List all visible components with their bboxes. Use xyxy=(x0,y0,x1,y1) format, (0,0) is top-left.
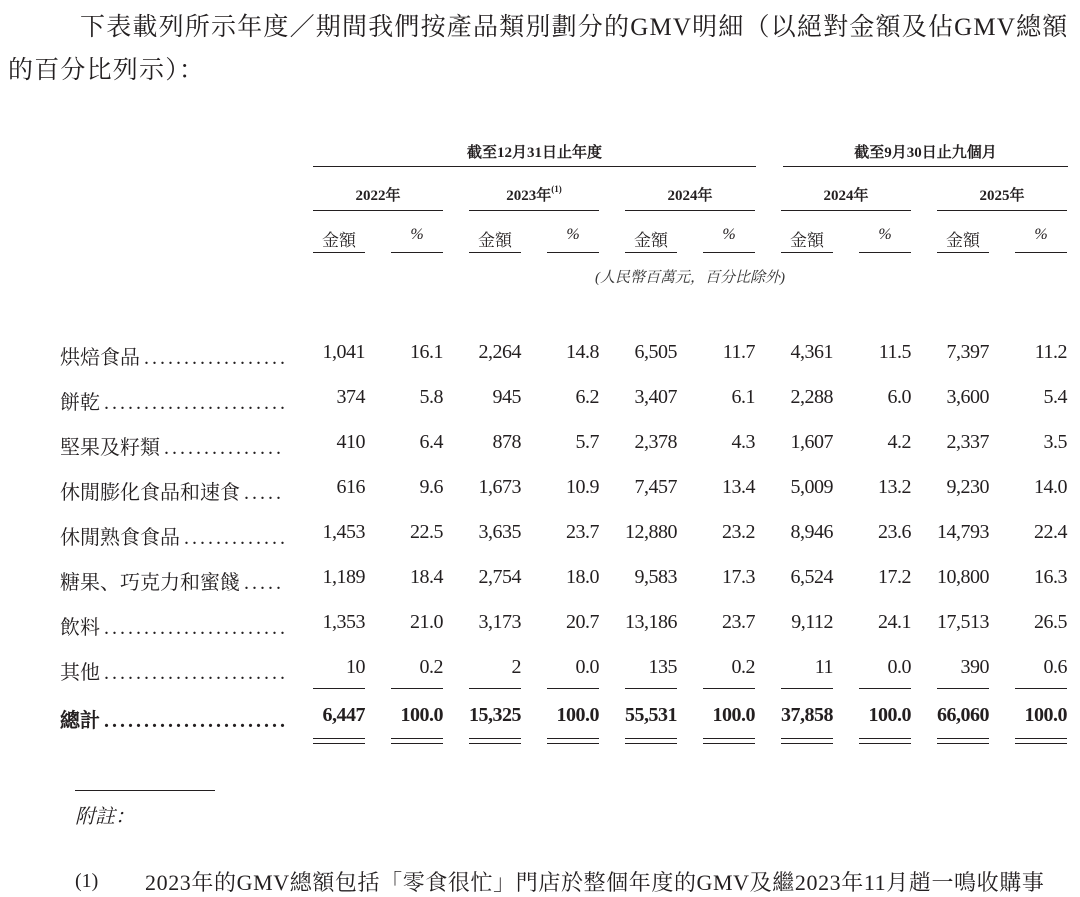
total-double-rule xyxy=(781,743,833,744)
amount-cell: 410 xyxy=(336,431,365,453)
percent-cell: 11.7 xyxy=(722,341,755,363)
subtotal-rule xyxy=(937,688,989,689)
percent-cell: 100.0 xyxy=(556,704,599,726)
percent-header: % xyxy=(566,226,580,243)
divider xyxy=(1015,252,1067,253)
category-label: 其他 . . . xyxy=(60,656,285,685)
table-row xyxy=(60,656,1070,686)
year-label: 2024年 xyxy=(823,188,869,204)
amount-header: 金額 xyxy=(946,231,980,250)
divider xyxy=(469,252,521,253)
percent-cell: 21.0 xyxy=(410,611,443,633)
amount-cell: 2,288 xyxy=(790,386,833,408)
amount-cell: 14,793 xyxy=(937,521,989,543)
percent-header: % xyxy=(722,226,736,243)
subtotal-rule xyxy=(469,688,521,689)
percent-cell: 22.4 xyxy=(1034,521,1067,543)
amount-cell: 2,754 xyxy=(478,566,521,588)
amount-cell: 945 xyxy=(492,386,521,408)
amount-cell: 1,041 xyxy=(322,341,365,363)
amount-cell: 66,060 xyxy=(937,704,989,726)
amount-cell: 2,378 xyxy=(634,431,677,453)
divider xyxy=(781,210,911,211)
divider xyxy=(391,252,443,253)
percent-cell: 13.4 xyxy=(722,476,755,498)
category-label: 休閒熟食食品 . . . xyxy=(60,521,285,550)
percent-cell: 14.0 xyxy=(1034,476,1067,498)
amount-cell: 2,337 xyxy=(946,431,989,453)
total-double-rule xyxy=(625,738,677,739)
amount-header: 金額 xyxy=(634,231,668,250)
category-label: 烘焙食品 . . . xyxy=(60,341,285,370)
percent-cell: 6.2 xyxy=(575,386,599,408)
amount-cell: 1,189 xyxy=(322,566,365,588)
year-header xyxy=(781,184,911,205)
total-double-rule xyxy=(391,738,443,739)
amount-cell: 10,800 xyxy=(937,566,989,588)
percent-cell: 23.2 xyxy=(722,521,755,543)
total-double-rule xyxy=(313,743,365,744)
percent-cell: 4.2 xyxy=(887,431,911,453)
amount-header: 金額 xyxy=(478,231,512,250)
percent-header: % xyxy=(410,226,424,243)
group-header-nine-months: 截至9月30日止九個月 xyxy=(854,145,997,161)
total-double-rule xyxy=(547,743,599,744)
percent-cell: 0.2 xyxy=(419,656,443,678)
table-row xyxy=(60,521,1070,551)
divider xyxy=(937,210,1067,211)
amount-cell: 4,361 xyxy=(790,341,833,363)
amount-cell: 2,264 xyxy=(478,341,521,363)
amount-cell: 6,447 xyxy=(322,704,365,726)
category-label: 糖果、巧克力和蜜餞 . . . xyxy=(60,566,285,595)
amount-cell: 1,673 xyxy=(478,476,521,498)
amount-cell: 1,353 xyxy=(322,611,365,633)
amount-cell: 3,635 xyxy=(478,521,521,543)
amount-cell: 135 xyxy=(648,656,677,678)
footnote-divider xyxy=(75,790,215,791)
table-row xyxy=(60,476,1070,506)
percent-cell: 18.4 xyxy=(410,566,443,588)
percent-cell: 4.3 xyxy=(731,431,755,453)
percent-cell: 24.1 xyxy=(878,611,911,633)
category-label: 總計 . . . xyxy=(60,704,285,733)
amount-cell: 6,524 xyxy=(790,566,833,588)
total-double-rule xyxy=(781,738,833,739)
subtotal-rule xyxy=(703,688,755,689)
amount-cell: 55,531 xyxy=(625,704,677,726)
percent-cell: 6.0 xyxy=(887,386,911,408)
category-label: 堅果及籽類 . . . xyxy=(60,431,285,460)
amount-cell: 1,607 xyxy=(790,431,833,453)
percent-cell: 22.5 xyxy=(410,521,443,543)
percent-cell: 11.5 xyxy=(878,341,911,363)
amount-cell: 5,009 xyxy=(790,476,833,498)
amount-cell: 7,457 xyxy=(634,476,677,498)
year-header xyxy=(313,184,443,205)
total-double-rule xyxy=(937,743,989,744)
footnote-ref: (1) xyxy=(551,184,562,194)
divider xyxy=(781,252,833,253)
percent-cell: 23.7 xyxy=(566,521,599,543)
amount-cell: 6,505 xyxy=(634,341,677,363)
amount-cell: 37,858 xyxy=(781,704,833,726)
amount-cell: 7,397 xyxy=(946,341,989,363)
total-double-rule xyxy=(313,738,365,739)
amount-cell: 10 xyxy=(346,656,365,678)
percent-cell: 17.3 xyxy=(722,566,755,588)
footnote-heading: 附註： xyxy=(75,806,135,828)
year-header xyxy=(625,184,755,205)
table-row xyxy=(60,431,1070,461)
total-double-rule xyxy=(625,743,677,744)
table-row xyxy=(60,566,1070,596)
amount-cell: 13,186 xyxy=(625,611,677,633)
year-label: 2023年 xyxy=(506,188,552,204)
category-label: 餅乾 . . . xyxy=(60,386,285,415)
percent-cell: 20.7 xyxy=(566,611,599,633)
total-double-rule xyxy=(859,743,911,744)
divider xyxy=(859,252,911,253)
year-label: 2022年 xyxy=(355,188,401,204)
table-row xyxy=(60,341,1070,371)
amount-cell: 878 xyxy=(492,431,521,453)
percent-cell: 100.0 xyxy=(712,704,755,726)
percent-cell: 17.2 xyxy=(878,566,911,588)
amount-cell: 1,453 xyxy=(322,521,365,543)
category-label: 飲料 . . . xyxy=(60,611,285,640)
total-double-rule xyxy=(703,738,755,739)
subtotal-rule xyxy=(859,688,911,689)
intro-paragraph: 下表載列所示年度／期間我們按產品類別劃分的GMV明細（以絕對金額及佔GMV總額的百分比列示）： xyxy=(8,14,1069,84)
percent-cell: 0.2 xyxy=(731,656,755,678)
amount-cell: 8,946 xyxy=(790,521,833,543)
percent-cell: 100.0 xyxy=(1024,704,1067,726)
group-header-full-year: 截至12月31日止年度 xyxy=(466,145,602,161)
subtotal-rule xyxy=(313,688,365,689)
total-double-rule xyxy=(1015,743,1067,744)
percent-header: % xyxy=(1034,226,1048,243)
year-label: 2025年 xyxy=(979,188,1025,204)
percent-cell: 16.1 xyxy=(410,341,443,363)
total-double-rule xyxy=(1015,738,1067,739)
category-label: 休閒膨化食品和速食 . . . xyxy=(60,476,285,505)
percent-cell: 14.8 xyxy=(566,341,599,363)
divider xyxy=(937,252,989,253)
percent-cell: 0.0 xyxy=(887,656,911,678)
subtotal-rule xyxy=(547,688,599,689)
percent-cell: 16.3 xyxy=(1034,566,1067,588)
table-row xyxy=(60,386,1070,416)
subtotal-rule xyxy=(1015,688,1067,689)
year-label: 2024年 xyxy=(667,188,713,204)
percent-cell: 100.0 xyxy=(400,704,443,726)
subtotal-rule xyxy=(625,688,677,689)
amount-cell: 3,173 xyxy=(478,611,521,633)
amount-cell: 17,513 xyxy=(937,611,989,633)
subtotal-rule xyxy=(391,688,443,689)
year-header xyxy=(937,184,1067,205)
amount-header: 金額 xyxy=(790,231,824,250)
percent-cell: 9.6 xyxy=(419,476,443,498)
year-header xyxy=(469,184,599,205)
percent-cell: 6.1 xyxy=(731,386,755,408)
amount-cell: 2 xyxy=(511,656,521,678)
total-row xyxy=(60,704,1070,734)
total-double-rule xyxy=(547,738,599,739)
percent-cell: 23.6 xyxy=(878,521,911,543)
amount-cell: 390 xyxy=(960,656,989,678)
percent-header: % xyxy=(878,226,892,243)
amount-cell: 3,600 xyxy=(946,386,989,408)
percent-cell: 18.0 xyxy=(566,566,599,588)
percent-cell: 0.0 xyxy=(575,656,599,678)
divider xyxy=(703,252,755,253)
divider xyxy=(783,166,1068,167)
divider xyxy=(625,210,755,211)
percent-cell: 5.4 xyxy=(1043,386,1067,408)
divider xyxy=(313,252,365,253)
total-double-rule xyxy=(937,738,989,739)
amount-cell: 9,230 xyxy=(946,476,989,498)
divider xyxy=(313,210,443,211)
amount-cell: 616 xyxy=(336,476,365,498)
footnote-number: (1) xyxy=(75,870,99,892)
percent-cell: 10.9 xyxy=(566,476,599,498)
percent-cell: 13.2 xyxy=(878,476,911,498)
unit-note: (人民幣百萬元，百分比除外) xyxy=(595,270,785,286)
percent-cell: 26.5 xyxy=(1034,611,1067,633)
percent-cell: 5.7 xyxy=(575,431,599,453)
percent-cell: 6.4 xyxy=(419,431,443,453)
divider xyxy=(313,166,756,167)
subtotal-rule xyxy=(781,688,833,689)
total-double-rule xyxy=(469,738,521,739)
percent-cell: 23.7 xyxy=(722,611,755,633)
table-row xyxy=(60,611,1070,641)
divider xyxy=(469,210,599,211)
amount-cell: 374 xyxy=(336,386,365,408)
amount-cell: 15,325 xyxy=(469,704,521,726)
divider xyxy=(547,252,599,253)
footnote-text: 2023年的GMV總額包括「零食很忙」門店於整個年度的GMV及繼2023年11月趙一鳴收購事 xyxy=(145,870,1045,895)
percent-cell: 3.5 xyxy=(1043,431,1067,453)
amount-cell: 9,112 xyxy=(791,611,833,633)
total-double-rule xyxy=(391,743,443,744)
amount-cell: 3,407 xyxy=(634,386,677,408)
amount-header: 金額 xyxy=(322,231,356,250)
total-double-rule xyxy=(859,738,911,739)
amount-cell: 11 xyxy=(814,656,833,678)
percent-cell: 11.2 xyxy=(1034,341,1067,363)
amount-cell: 9,583 xyxy=(634,566,677,588)
amount-cell: 12,880 xyxy=(625,521,677,543)
total-double-rule xyxy=(703,743,755,744)
total-double-rule xyxy=(469,743,521,744)
percent-cell: 5.8 xyxy=(419,386,443,408)
percent-cell: 0.6 xyxy=(1043,656,1067,678)
percent-cell: 100.0 xyxy=(868,704,911,726)
divider xyxy=(625,252,677,253)
